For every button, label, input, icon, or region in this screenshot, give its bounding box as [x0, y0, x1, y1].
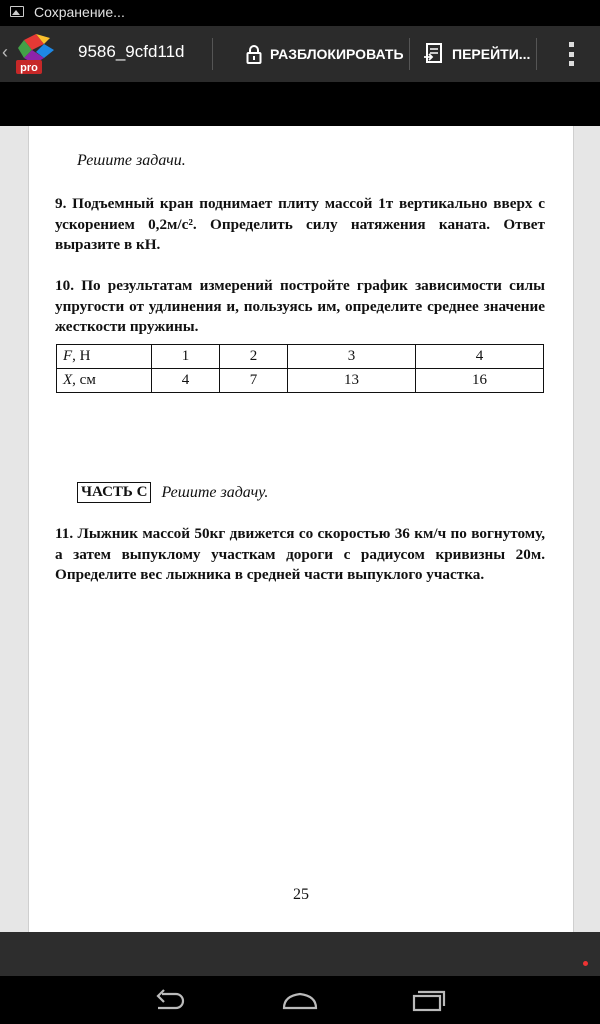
separator — [536, 38, 537, 70]
overflow-menu-icon[interactable] — [568, 42, 574, 66]
table-cell: 4 — [416, 345, 544, 369]
table-row — [57, 345, 544, 369]
back-icon[interactable] — [152, 988, 192, 1012]
status-bar — [0, 0, 600, 26]
document-title: 9586_9cfd11d — [78, 42, 185, 61]
part-task: Решите задачу. — [161, 483, 269, 501]
goto-page-button[interactable] — [424, 26, 530, 82]
home-icon[interactable] — [280, 988, 320, 1012]
table-cell: 16 — [416, 369, 544, 393]
goto-page-icon — [424, 43, 444, 65]
section-lead: Решите задачи. — [77, 152, 186, 169]
separator — [409, 38, 410, 70]
measurement-table — [56, 344, 544, 393]
action-bar — [0, 26, 600, 82]
app-logo[interactable] — [14, 32, 60, 76]
lock-icon — [246, 44, 262, 64]
goto-label: ПЕРЕЙТИ... — [452, 46, 531, 62]
table-row-label: F, Н — [57, 345, 152, 369]
problem-9: 9. Подъемный кран поднимает плиту массой 1т вертикально вверх с ускорением 0,2м/с². Определить силу натяжения каната. Ответ выразите в кН. — [55, 195, 545, 253]
system-nav-bar — [0, 976, 600, 1024]
toolbar-gap — [0, 82, 600, 126]
app-logo-label: pro — [20, 62, 38, 74]
document-viewport[interactable] — [0, 126, 600, 932]
unlock-button[interactable] — [246, 26, 404, 82]
bottom-band — [0, 932, 600, 976]
table-row — [57, 369, 544, 393]
table-cell: 1 — [152, 345, 220, 369]
officesuite-logo-icon — [14, 32, 60, 76]
image-notification-icon — [10, 6, 24, 17]
table-cell: 4 — [152, 369, 220, 393]
back-chevron-icon[interactable]: ‹ — [2, 42, 8, 62]
separator — [212, 38, 213, 70]
table-cell: 13 — [288, 369, 416, 393]
recents-icon[interactable] — [408, 988, 448, 1012]
table-cell: 2 — [220, 345, 288, 369]
status-notification-text: Сохранение... — [34, 4, 125, 20]
unlock-label: РАЗБЛОКИРОВАТЬ — [270, 46, 404, 62]
table-row-label: X, см — [57, 369, 152, 393]
page-number: 25 — [293, 886, 309, 903]
problem-10: 10. По результатам измерений постройте график зависимости силы упругости от удлинения и, пользуясь им, определите среднее значение жесткости пружины. — [55, 277, 545, 335]
table-cell: 3 — [288, 345, 416, 369]
problem-11: 11. Лыжник массой 50кг движется со скоростью 36 км/ч по вогнутому, а затем выпуклому участкам дороги с радиусом кривизны 20м. Определите вес лыжника в средней части выпуклого участка. — [55, 525, 545, 583]
table-cell: 7 — [220, 369, 288, 393]
document-page — [28, 126, 574, 932]
part-c-header — [77, 482, 268, 503]
indicator-dot-icon — [583, 961, 588, 966]
part-label: ЧАСТЬ С — [77, 482, 151, 503]
